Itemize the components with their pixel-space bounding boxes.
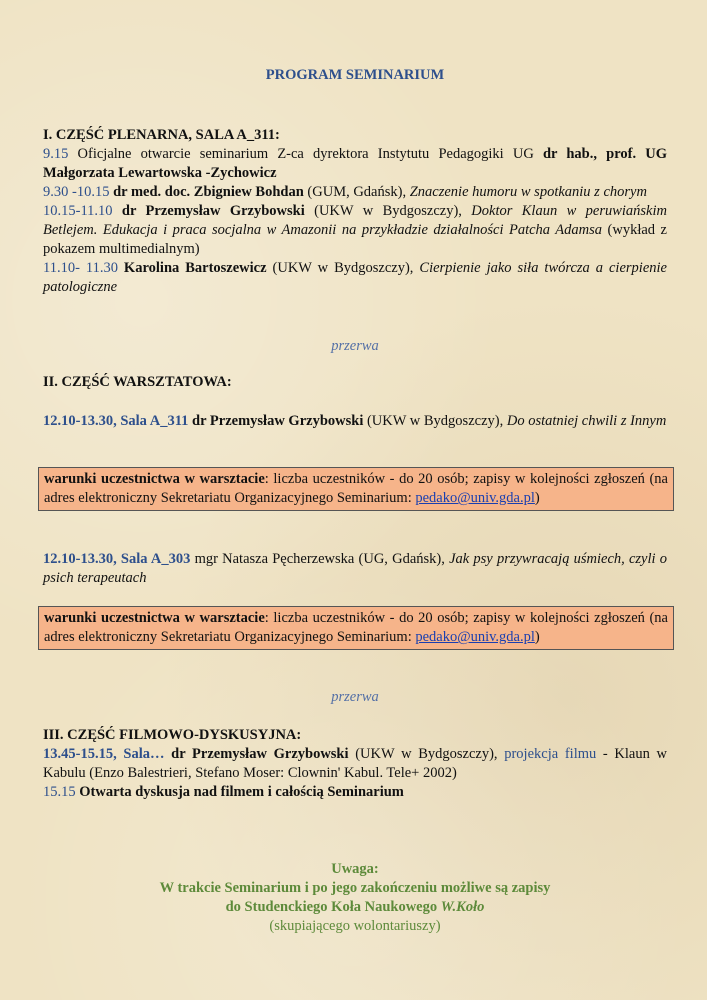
- discussion-item: 15.15 Otwarta dyskusja nad filmem i całością Seminarium: [43, 784, 404, 800]
- break-label-2: przerwa: [331, 689, 379, 705]
- program-item-1: 9.15 Oficjalne otwarcie seminarium Z-ca dyrektora Instytutu Pedagogiki UG dr hab., prof. UG Małgorzata Lewartowska -Zychowicz: [43, 146, 667, 181]
- note-heading: Uwaga:: [331, 861, 379, 877]
- program-item-2: 9.30 -10.15 dr med. doc. Zbigniew Bohdan (GUM, Gdańsk), Znaczenie humoru w spotkaniu z chorym: [43, 184, 647, 200]
- break-label-1: przerwa: [331, 338, 379, 354]
- workshop-2-conditions-box: warunki uczestnictwa w warsztacie: liczba uczestników - do 20 osób; zapisy w kolejności zgłoszeń (na adres elektroniczny Sekretariatu Organizacyjnego Seminarium: pedako@univ.gda.pl): [38, 606, 674, 650]
- program-item-3: 10.15-11.10 dr Przemysław Grzybowski (UKW w Bydgoszczy), Doktor Klaun w peruwiańskim Betlejem. Edukacja i praca socjalna w Amazonii na przykładzie działalności Patcha Adamsa (wykład z pokazem multimedialnym): [43, 203, 667, 257]
- workshop-1-conditions-box: warunki uczestnictwa w warsztacie: liczba uczestników - do 20 osób; zapisy w kolejności zgłoszeń (na adres elektroniczny Sekretariatu Organizacyjnego Seminarium: pedako@univ.gda.pl): [38, 467, 674, 511]
- part-2-heading: II. CZĘŚĆ WARSZTATOWA:: [43, 374, 232, 390]
- part-1-heading: I. CZĘŚĆ PLENARNA, SALA A_311:: [43, 127, 280, 143]
- note-line-2: do Studenckiego Koła Naukowego W.Koło: [225, 899, 485, 915]
- part-3-section: [43, 726, 667, 802]
- email-link[interactable]: pedako@univ.gda.pl: [415, 629, 535, 645]
- program-item-4: 11.10- 11.30 Karolina Bartoszewicz (UKW w Bydgoszczy), Cierpienie jako siła twórcza a cierpienie patologiczne: [43, 260, 667, 295]
- part-1-section: [43, 126, 667, 297]
- film-item: 13.45-15.15, Sala… dr Przemysław Grzybowski (UKW w Bydgoszczy), projekcja filmu - Klaun w Kabulu (Enzo Balestrieri, Stefano Moser: Clownin' Kabul. Tele+ 2002): [43, 746, 667, 781]
- email-link[interactable]: pedako@univ.gda.pl: [415, 490, 535, 506]
- part-3-heading: III. CZĘŚĆ FILMOWO-DYSKUSYJNA:: [43, 727, 302, 743]
- note-line-3: (skupiającego wolontariuszy): [269, 918, 441, 934]
- note-line-1: W trakcie Seminarium i po jego zakończeniu możliwe są zapisy: [159, 880, 551, 896]
- page-title: PROGRAM SEMINARIUM: [265, 67, 445, 83]
- workshop-2: 12.10-13.30, Sala A_303 mgr Natasza Pęcherzewska (UG, Gdańsk), Jak psy przywracają uśmiech, czyli o psich terapeutach: [43, 551, 668, 586]
- workshop-1: 12.10-13.30, Sala A_311 dr Przemysław Grzybowski (UKW w Bydgoszczy), Do ostatniej chwili z Innym: [43, 413, 667, 429]
